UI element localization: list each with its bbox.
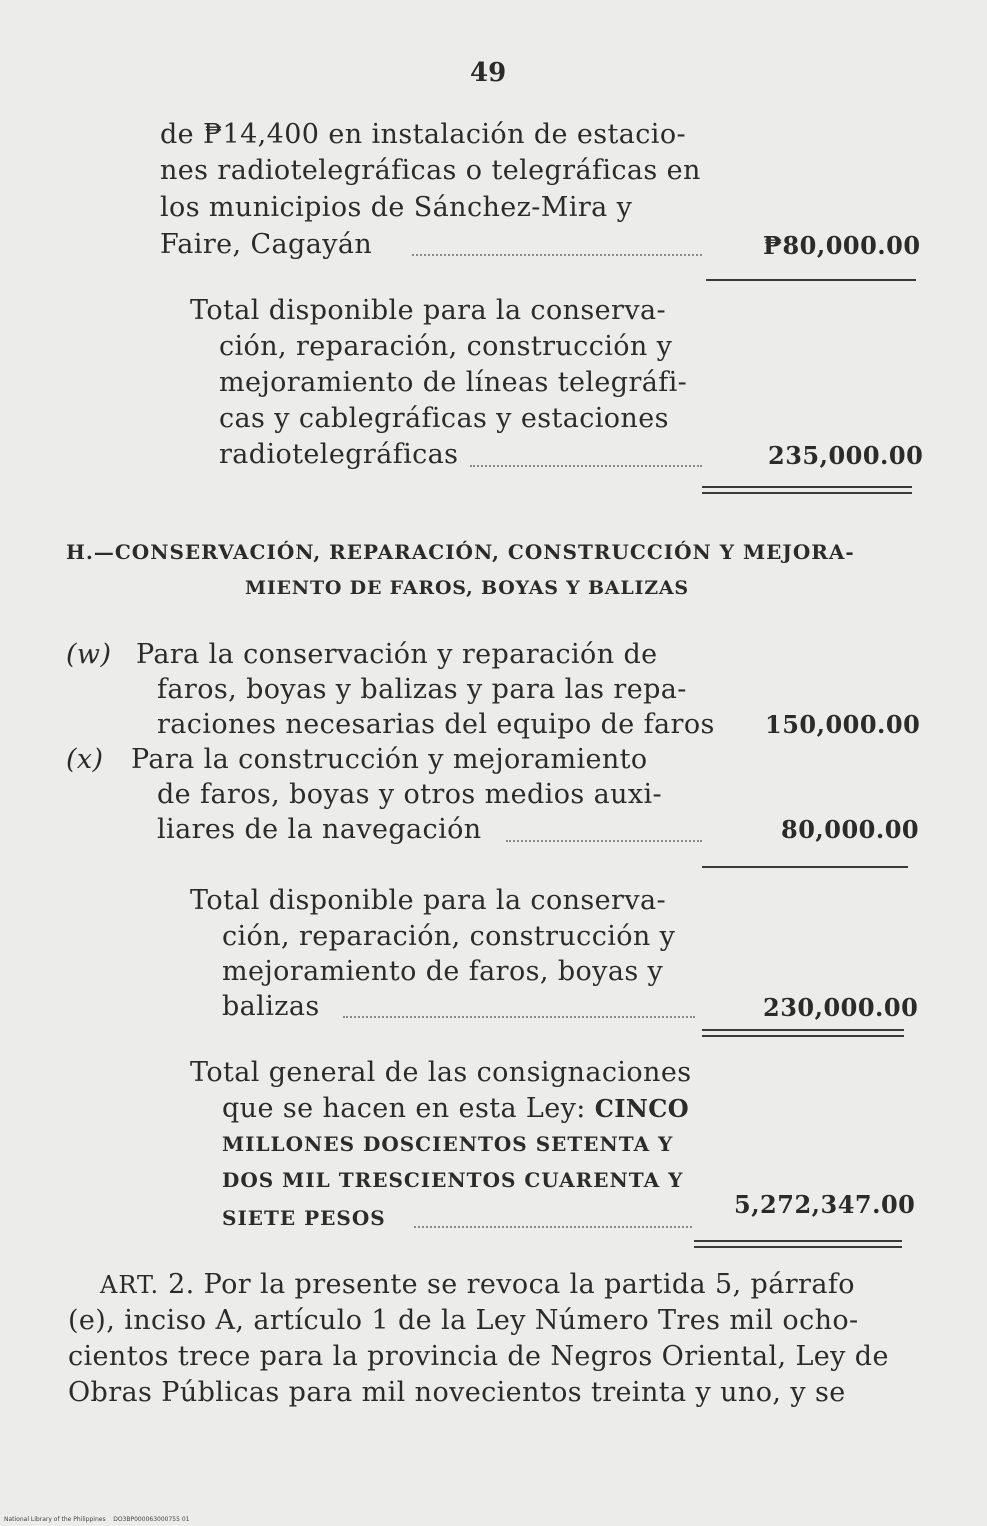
text-line: Faire, Cagayán: [160, 229, 373, 260]
text-line: Para la conservación y reparación de: [136, 639, 658, 670]
amount: 5,272,347.00: [734, 1190, 916, 1219]
text-line: de faros, boyas y otros medios auxi-: [157, 779, 663, 810]
text-line: Total general de las consignaciones: [190, 1057, 692, 1088]
amount: ₱80,000.00: [763, 231, 921, 260]
subtotal-rule: [706, 279, 916, 281]
amount: 230,000.00: [763, 993, 919, 1022]
text-line: [222, 1092, 689, 1126]
text-line: ción, reparación, construcción y: [222, 921, 676, 952]
text-line: radiotelegráficas: [219, 439, 459, 470]
text-line: raciones necesarias del equipo de faros: [157, 709, 715, 740]
paragraph-line: Obras Públicas para mil novecientos treinta y uno, y se: [68, 1377, 846, 1408]
total-double-rule: [702, 486, 912, 494]
item-label: (x): [66, 744, 104, 775]
dot-leader: [414, 1226, 692, 1228]
amount: 150,000.00: [765, 710, 921, 739]
page-number: 49: [470, 58, 507, 88]
total-double-rule: [702, 1029, 904, 1037]
text-line: faros, boyas y balizas y para las repa-: [157, 674, 687, 705]
dot-leader: [412, 254, 702, 256]
text-line: Total disponible para la conserva-: [190, 295, 667, 326]
text-line: mejoramiento de faros, boyas y: [222, 956, 664, 987]
footer-library: National Library of the Philippines: [4, 1516, 106, 1523]
text-line: balizas: [222, 991, 320, 1022]
footer-code: DO3BP000063000755 01: [113, 1516, 190, 1523]
scan-footer: [4, 1516, 189, 1523]
dot-leader: [506, 840, 702, 842]
text-fragment: 2. Por la presente se revoca la partida 5, párrafo: [159, 1269, 855, 1300]
article-label: ART.: [100, 1271, 160, 1299]
text-line: cas y cablegráficas y estaciones: [219, 403, 669, 434]
small-caps-line: SIETE PESOS: [222, 1206, 386, 1230]
text-line: de ₱14,400 en instalación de estacio-: [160, 119, 687, 150]
text-line: Total disponible para la conserva-: [190, 885, 667, 916]
small-caps-text: CINCO: [594, 1094, 690, 1123]
paragraph-line: (e), inciso A, artículo 1 de la Ley Número Tres mil ocho-: [68, 1305, 859, 1336]
text-fragment: que se hacen en esta Ley:: [222, 1093, 595, 1124]
item-label: (w): [66, 639, 112, 670]
text-line: los municipios de Sánchez-Mira y: [160, 192, 633, 223]
total-double-rule: [694, 1240, 902, 1248]
paragraph-line: cientos trece para la provincia de Negros Oriental, Ley de: [68, 1341, 889, 1372]
small-caps-line: DOS MIL TRESCIENTOS CUARENTA Y: [222, 1168, 684, 1192]
dot-leader: [343, 1016, 695, 1018]
text-line: mejoramiento de líneas telegráfi-: [219, 367, 688, 398]
paragraph-line: [100, 1267, 855, 1303]
section-heading: MIENTO DE FAROS, BOYAS Y BALIZAS: [245, 577, 689, 599]
text-line: ción, reparación, construcción y: [219, 331, 673, 362]
amount: 80,000.00: [781, 815, 920, 844]
small-caps-line: MILLONES DOSCIENTOS SETENTA Y: [222, 1132, 674, 1156]
dot-leader: [470, 465, 702, 467]
text-line: Para la construcción y mejoramiento: [131, 744, 648, 775]
text-line: liares de la navegación: [157, 814, 482, 845]
subtotal-rule: [702, 866, 908, 868]
text-line: nes radiotelegráficas o telegráficas en: [160, 155, 701, 186]
section-heading: H.—CONSERVACIÓN, REPARACIÓN, CONSTRUCCIÓN Y MEJORA-: [66, 540, 855, 564]
amount: 235,000.00: [768, 441, 924, 470]
